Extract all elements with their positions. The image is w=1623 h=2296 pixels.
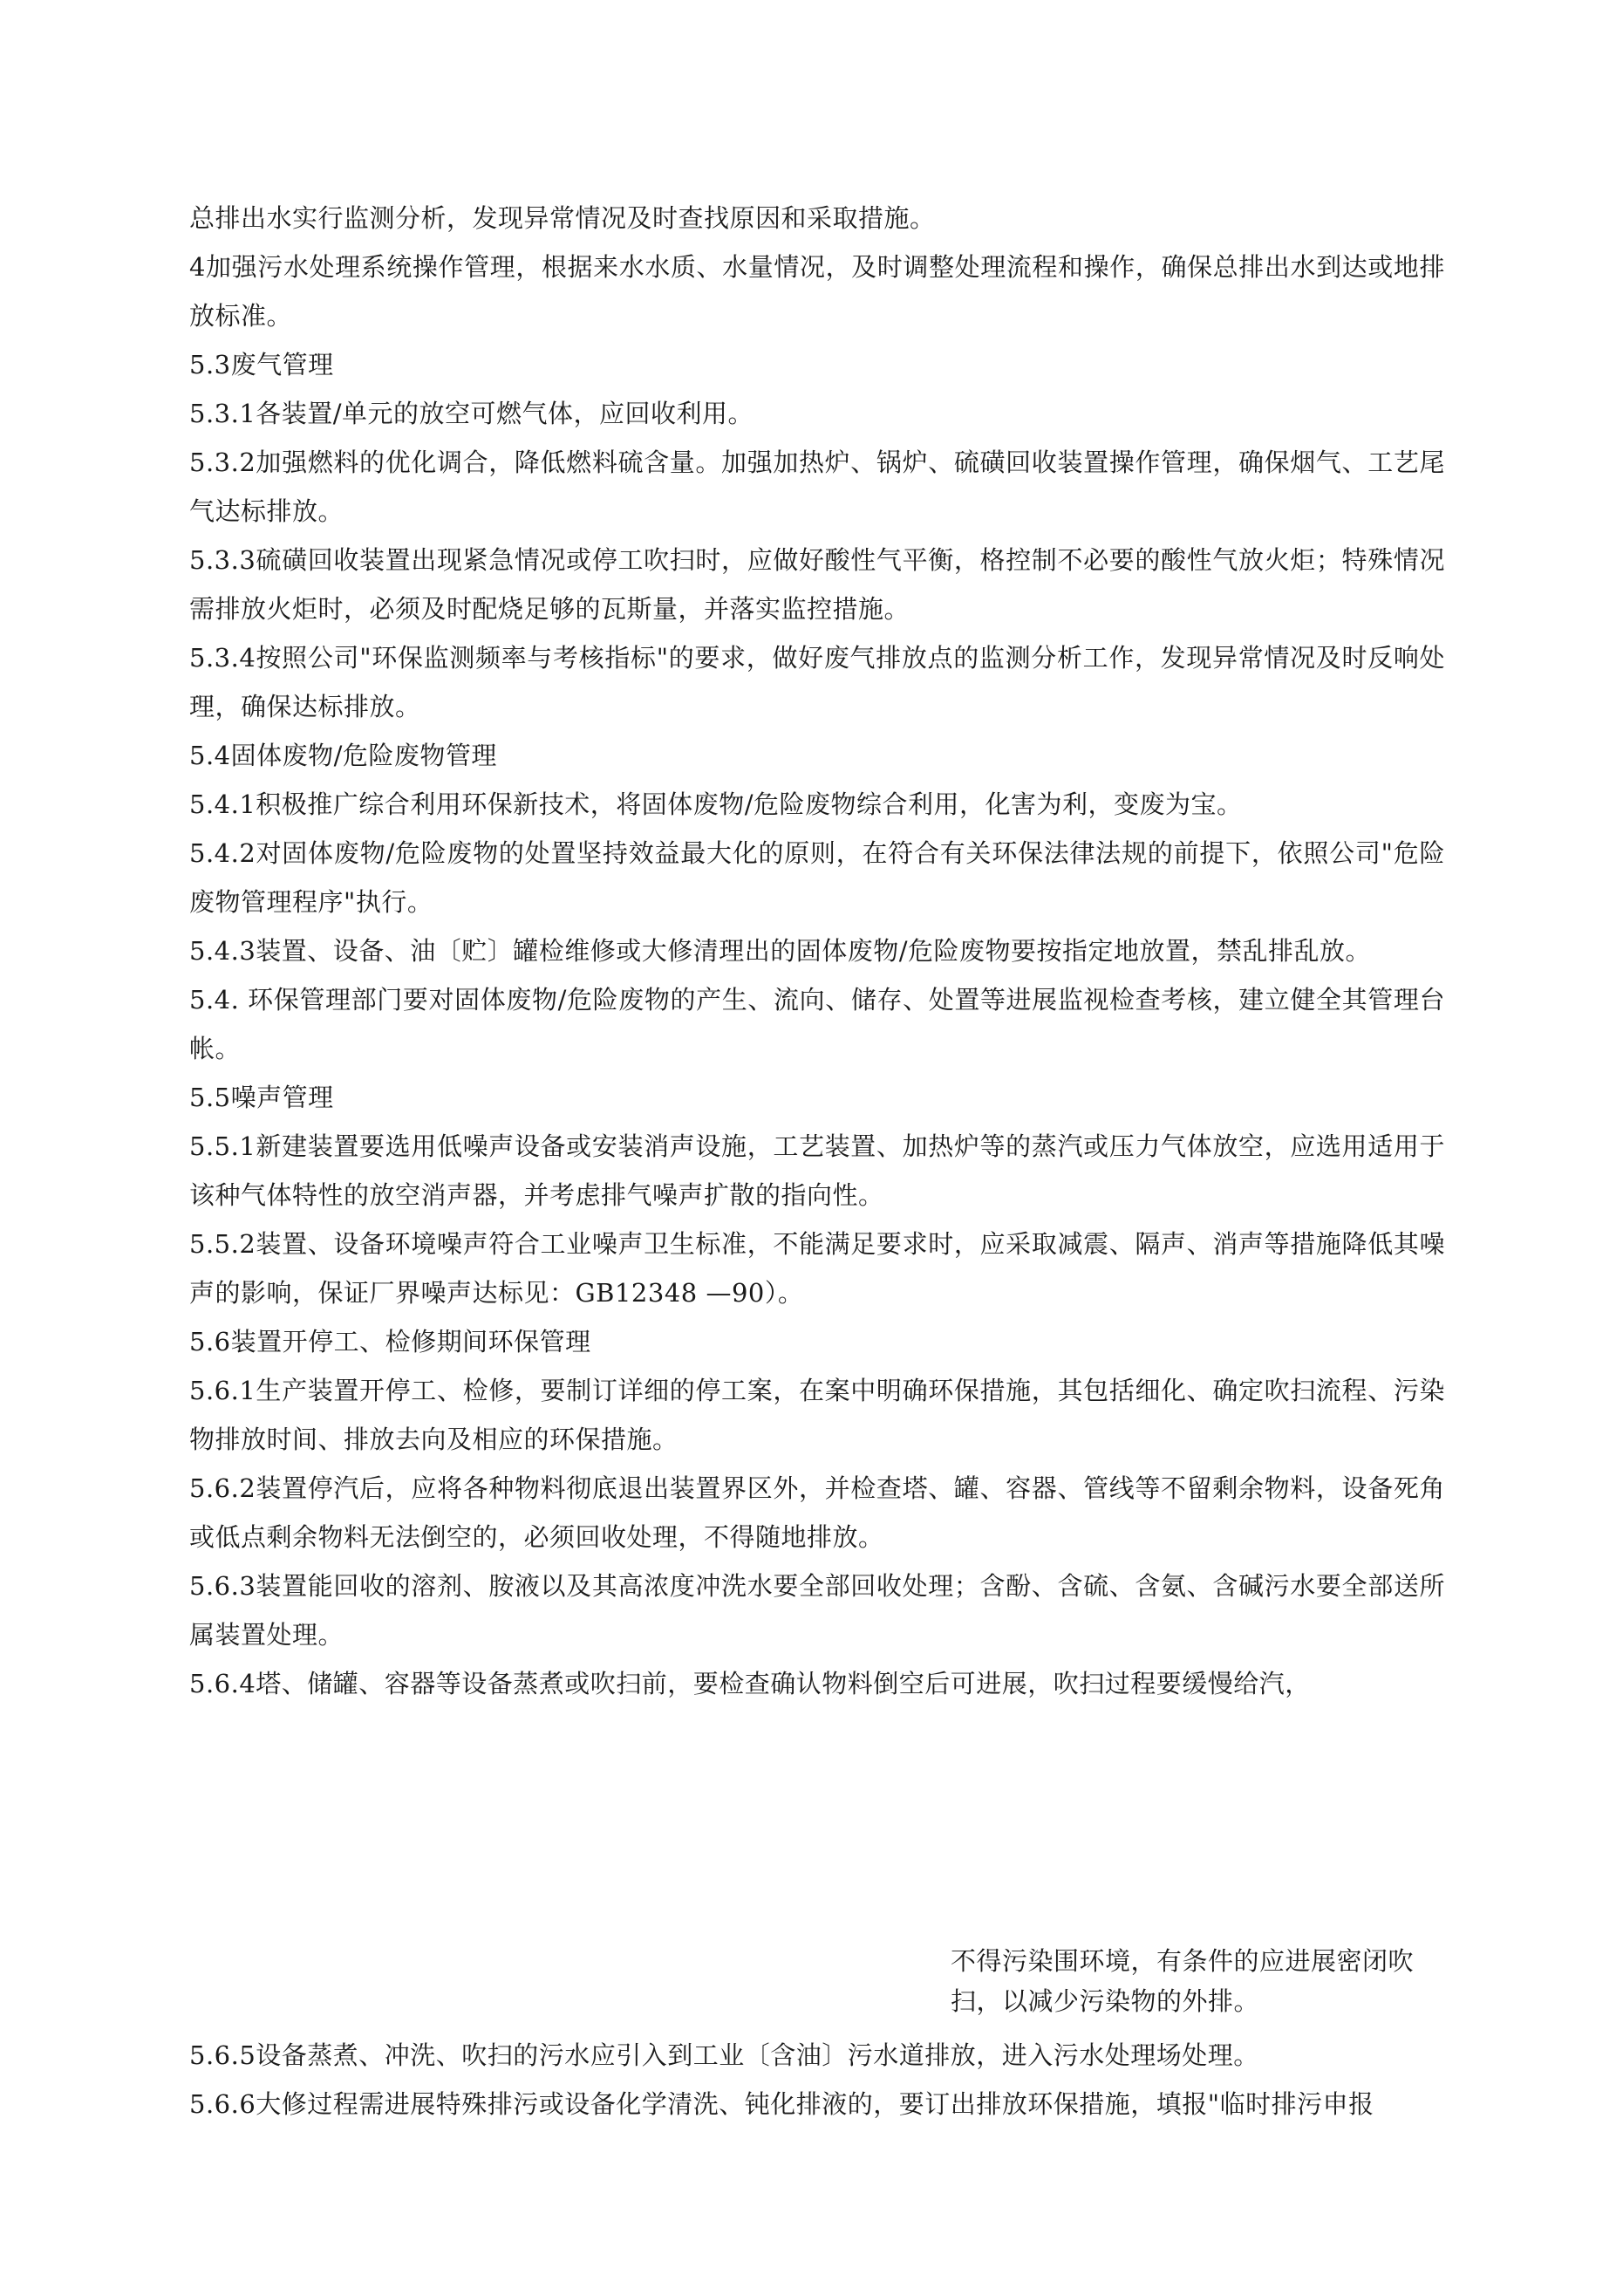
document-body-continued [189, 2031, 1445, 2129]
section-heading: 5.6装置开停工、检修期间环保管理 [189, 1327, 591, 1356]
paragraph: 5.4. 环保管理部门要对固体废物/危险废物的产生、流向、储存、处置等进展监视检查考核，建立健全其管理台帐。 [189, 985, 1445, 1063]
paragraph: 5.6.5设备蒸煮、冲洗、吹扫的污水应引入到工业〔含油〕污水道排放，进入污水处理场处理。 [189, 2040, 1259, 2070]
paragraph: 5.3.4按照公司"环保监测频率与考核指标"的要求，做好废气排放点的监测分析工作，发现异常情况及时反响处理，确保达标排放。 [189, 643, 1445, 721]
section-heading: 5.5噪声管理 [189, 1083, 334, 1112]
paragraph: 5.6.1生产装置开停工、检修，要制订详细的停工案，在案中明确环保措施，其包括细化、确定吹扫流程、污染物排放时间、排放去向及相应的环保措施。 [189, 1376, 1445, 1454]
paragraph: 5.6.4塔、储罐、容器等设备蒸煮或吹扫前，要检查确认物料倒空后可进展，吹扫过程要缓慢给汽， [189, 1669, 1311, 1698]
paragraph: 5.6.2装置停汽后，应将各种物料彻底退出装置界区外，并检查塔、罐、容器、管线等不留剩余物料，设备死角或低点剩余物料无法倒空的，必须回收处理，不得随地排放。 [189, 1473, 1445, 1552]
paragraph: 5.5.1新建装置要选用低噪声设备或安装消声设施，工艺装置、加热炉等的蒸汽或压力气体放空，应选用适用于该种气体特性的放空消声器，并考虑排气噪声扩散的指向性。 [189, 1131, 1445, 1210]
paragraph: 5.3.1各装置/单元的放空可燃气体，应回收利用。 [189, 399, 754, 428]
section-heading: 5.4固体废物/危险废物管理 [189, 741, 497, 770]
paragraph: 5.3.3硫磺回收装置出现紧急情况或停工吹扫时，应做好酸性气平衡，格控制不必要的酸性气放火炬；特殊情况需排放火炬时，必须及时配烧足够的瓦斯量，并落实监控措施。 [189, 545, 1445, 624]
paragraph: 5.4.2对固体废物/危险废物的处置坚持效益最大化的原则，在符合有关环保法律法规的前提下，依照公司"危险废物管理程序"执行。 [189, 838, 1445, 917]
floating-text-block: 不得污染围环境，有条件的应进展密闭吹扫，以减少污染物的外排。 [951, 1946, 1415, 2016]
paragraph: 总排出水实行监测分析，发现异常情况及时查找原因和采取措施。 [189, 203, 936, 233]
paragraph: 5.6.6大修过程需进展特殊排污或设备化学清洗、钝化排液的，要订出排放环保措施，填报"临时排污申报 [189, 2089, 1374, 2119]
paragraph: 4加强污水处理系统操作管理，根据来水水质、水量情况，及时调整处理流程和操作，确保总排出水到达或地排放标准。 [189, 252, 1445, 331]
section-heading: 5.3废气管理 [189, 350, 334, 379]
paragraph: 5.3.2加强燃料的优化调合，降低燃料硫含量。加强加热炉、锅炉、硫磺回收装置操作管理，确保烟气、工艺尾气达标排放。 [189, 448, 1445, 526]
paragraph: 5.6.3装置能回收的溶剂、胺液以及其高浓度冲洗水要全部回收处理；含酚、含硫、含氨、含碱污水要全部送所属装置处理。 [189, 1571, 1445, 1650]
paragraph: 5.4.3装置、设备、油〔贮〕罐检维修或大修清理出的固体废物/危险废物要按指定地放置，禁乱排乱放。 [189, 936, 1372, 966]
paragraph: 5.4.1积极推广综合利用环保新技术，将固体废物/危险废物综合利用，化害为利，变废为宝。 [189, 789, 1243, 819]
paragraph: 5.5.2装置、设备环境噪声符合工业噪声卫生标准，不能满足要求时，应采取减震、隔声、消声等措施降低其噪声的影响，保证厂界噪声达标见：GB12348 —90）。 [189, 1229, 1445, 1308]
document-body [189, 194, 1445, 1708]
